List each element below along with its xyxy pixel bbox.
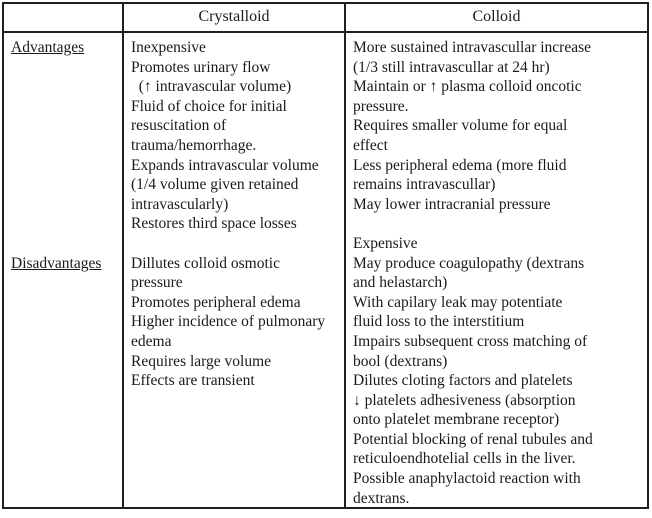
text-line: Less peripheral edema (more fluid (353, 156, 567, 174)
text-line: With capilary leak may potentiate (353, 293, 563, 311)
text-line: More sustained intravascullar increase (353, 39, 592, 56)
text-line: Expensive (353, 234, 418, 252)
disadvantages-label: Disadvantages (11, 254, 102, 272)
text-line: pressure. (353, 97, 409, 115)
text-line: Higher incidence of pulmonary (131, 313, 326, 331)
colloid-cell (344, 33, 647, 507)
text-line: Maintain or ↑ plasma colloid oncotic (353, 78, 582, 96)
text-line: edema (131, 332, 172, 350)
text-line: remains intravascullar) (353, 176, 496, 194)
text-line: intravascularly) (131, 195, 229, 213)
text-line: ↓ platelets adhesiveness (absorption (353, 391, 576, 409)
text-line: (1/3 still intravascullar at 24 hr) (353, 58, 550, 76)
text-line: bool (dextrans) (353, 352, 448, 370)
text-line: pressure (131, 274, 183, 292)
text-line: Dillutes colloid osmotic (131, 254, 280, 272)
row-labels-cell (4, 33, 122, 507)
text-line: trauma/hemorrhage. (131, 136, 257, 154)
header-cell-colloid: Colloid (344, 4, 647, 33)
colloid-advantages-list (353, 38, 643, 214)
text-line: reticuloendhotelial cells in the liver. (353, 450, 576, 468)
text-line: May produce coagulopathy (dextrans (353, 254, 585, 272)
text-line: (↑ intravascular volume) (131, 78, 292, 96)
text-line: onto platelet membrane receptor) (353, 411, 560, 429)
text-line: effect (353, 136, 388, 154)
colloid-disadvantages-list (353, 234, 643, 507)
text-line: Restores third space losses (131, 215, 297, 233)
text-line: resuscitation of (131, 117, 227, 135)
crystalloid-disadvantages-list (131, 254, 340, 391)
text-line: dextrans. (353, 489, 410, 507)
text-line: (1/4 volume given retained (131, 176, 299, 194)
text-line: fluid loss to the interstitium (353, 313, 525, 331)
text-line: Dilutes cloting factors and platelets (353, 372, 573, 390)
header-cell-corner (4, 4, 122, 33)
text-line: Promotes peripheral edema (131, 293, 301, 311)
text-line: Effects are transient (131, 372, 255, 390)
header-cell-crystalloid: Crystalloid (122, 4, 344, 33)
text-line: Inexpensive (131, 39, 206, 56)
text-line: and helastarch) (353, 274, 448, 292)
crystalloid-advantages-list (131, 38, 340, 234)
text-line: Possible anaphylactoid reaction with (353, 470, 581, 488)
text-line: Requires smaller volume for equal (353, 117, 568, 135)
text-line: Promotes urinary flow (131, 58, 271, 76)
text-line: Impairs subsequent cross matching of (353, 332, 588, 350)
text-line: May lower intracranial pressure (353, 195, 551, 213)
text-line: Potential blocking of renal tubules and (353, 430, 593, 448)
crystalloid-cell (122, 33, 344, 507)
advantages-label: Advantages (11, 39, 85, 56)
text-line: Expands intravascular volume (131, 156, 319, 174)
text-line: Fluid of choice for initial (131, 97, 287, 115)
comparison-table (2, 2, 649, 509)
text-line: Requires large volume (131, 352, 272, 370)
